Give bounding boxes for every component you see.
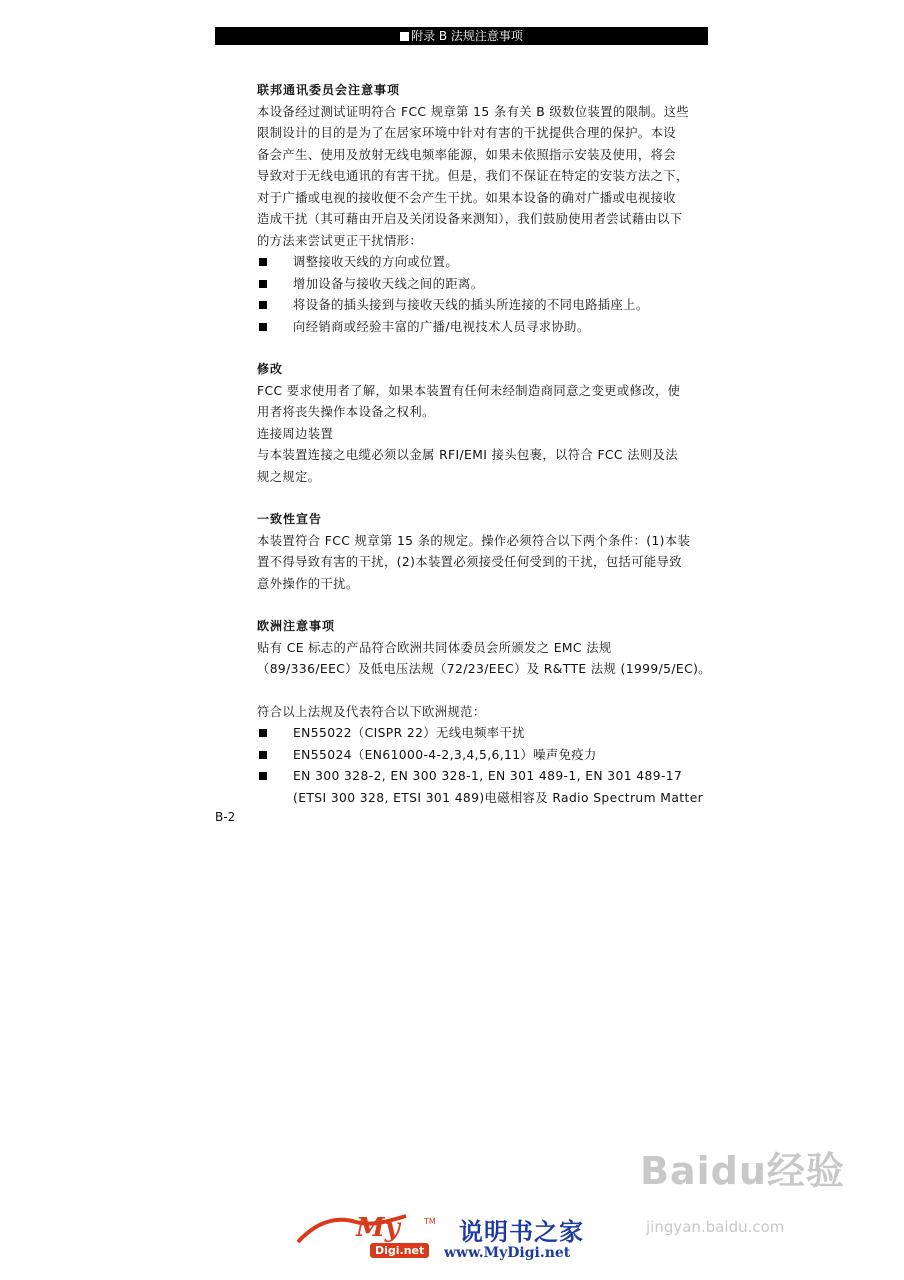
modification-line: FCC 要求使用者了解，如果本装置有任何未经制造商同意之变更或修改，使	[257, 383, 681, 398]
page-header-bar	[215, 27, 708, 45]
logo-digi-badge: Digi.net	[370, 1243, 429, 1258]
watermark-brand: Baidu经验	[640, 1149, 845, 1193]
logo-url: www.MyDigi.net	[444, 1245, 571, 1261]
fcc-line: 限制设计的目的是为了在居家环境中针对有害的干扰提供合理的保护。本设	[257, 126, 676, 140]
peripheral-line: 与本装置连接之电缆必须以金属 RFI/EMI 接头包裹，以符合 FCC 法则及法	[257, 448, 678, 462]
square-bullet-icon	[259, 772, 267, 780]
standards-intro: 符合以上法规及代表符合以下欧洲规范：	[257, 704, 486, 719]
peripheral-line: 规之规定。	[257, 469, 321, 484]
logo-brand-text: My	[356, 1213, 400, 1243]
logo-cn-name: 说明书之家	[459, 1217, 584, 1246]
watermark-url: jingyan.baidu.com	[646, 1218, 785, 1236]
modification-section-title: 修改	[257, 362, 284, 376]
modification-line: 用者将丧失操作本设备之权利。	[257, 405, 435, 419]
fcc-bullet-list	[257, 252, 712, 338]
conformity-line: 置不得导致有害的干扰，(2)本装置必须接受任何受到的干扰，包括可能导致	[257, 555, 682, 569]
europe-line: 贴有 CE 标志的产品符合欧洲共同体委员会所颁发之 EMC 法规	[257, 640, 612, 655]
document-body	[257, 80, 712, 809]
square-bullet-icon	[259, 280, 267, 288]
list-item	[257, 274, 712, 296]
square-bullet-icon	[259, 301, 267, 309]
list-item-text: 向经销商或经验丰富的广播/电视技术人员寻求协助。	[293, 319, 590, 334]
list-item-text: 调整接收天线的方向或位置。	[293, 255, 459, 269]
list-item	[257, 317, 712, 339]
baidu-watermark	[640, 1140, 845, 1236]
fcc-line: 的方法来尝试更正干扰情形：	[257, 233, 423, 248]
europe-section-title: 欧洲注意事项	[257, 619, 336, 633]
fcc-line: 本设备经过测试证明符合 FCC 规章第 15 条有关 B 级数位装置的限制。这些	[257, 104, 690, 119]
square-bullet-icon	[259, 751, 267, 759]
list-item	[257, 723, 712, 745]
list-item-text: EN 300 328-2, EN 300 328-1, EN 301 489-1, EN 301 489-17 (ETSI 300 328, ETSI 301 489)电磁相容及 Radio Spectrum Matter	[293, 769, 704, 805]
mydigi-swoosh-icon	[296, 1212, 446, 1246]
list-item-text: EN55024（EN61000-4-2,3,4,5,6,11）噪声免疫力	[293, 747, 597, 762]
header-title: 附录 B 法规注意事项	[411, 29, 523, 43]
fcc-line: 对于广播或电视的接收便不会产生干扰。如果本设备的确对广播或电视接收	[257, 190, 676, 205]
page-number: B-2	[215, 810, 236, 824]
peripheral-subtitle: 连接周边装置	[257, 426, 334, 441]
logo-trademark: TM	[424, 1217, 436, 1226]
square-bullet-icon	[259, 258, 267, 266]
list-item-text: 将设备的插头接到与接收天线的插头所连接的不同电路插座上。	[293, 298, 649, 312]
fcc-line: 备会产生、使用及放射无线电频率能源，如果未依照指示安装及使用，将会	[257, 147, 676, 162]
list-item-text: 增加设备与接收天线之间的距离。	[293, 276, 484, 291]
list-item	[257, 766, 712, 809]
square-bullet-icon	[400, 32, 409, 41]
fcc-line: 造成干扰（其可藉由开启及关闭设备来测知），我们鼓励使用者尝试藉由以下	[257, 212, 683, 226]
list-item-text: EN55022（CISPR 22）无线电频率干扰	[293, 726, 525, 740]
fcc-line: 导致对于无线电通讯的有害干扰。但是，我们不保证在特定的安装方法之下，	[257, 169, 689, 183]
list-item	[257, 745, 712, 767]
conformity-section-title: 一致性宣告	[257, 512, 323, 526]
list-item	[257, 252, 712, 274]
list-item	[257, 295, 712, 317]
fcc-section-title: 联邦通讯委员会注意事项	[257, 83, 401, 97]
square-bullet-icon	[259, 323, 267, 331]
conformity-line: 意外操作的干扰。	[257, 576, 359, 591]
standards-bullet-list	[257, 723, 712, 809]
square-bullet-icon	[259, 729, 267, 737]
conformity-line: 本装置符合 FCC 规章第 15 条的规定。操作必须符合以下两个条件：(1)本装	[257, 533, 691, 548]
europe-line: （89/336/EEC）及低电压法规（72/23/EEC）及 R&TTE 法规 (1999/5/EC)。	[257, 662, 711, 676]
